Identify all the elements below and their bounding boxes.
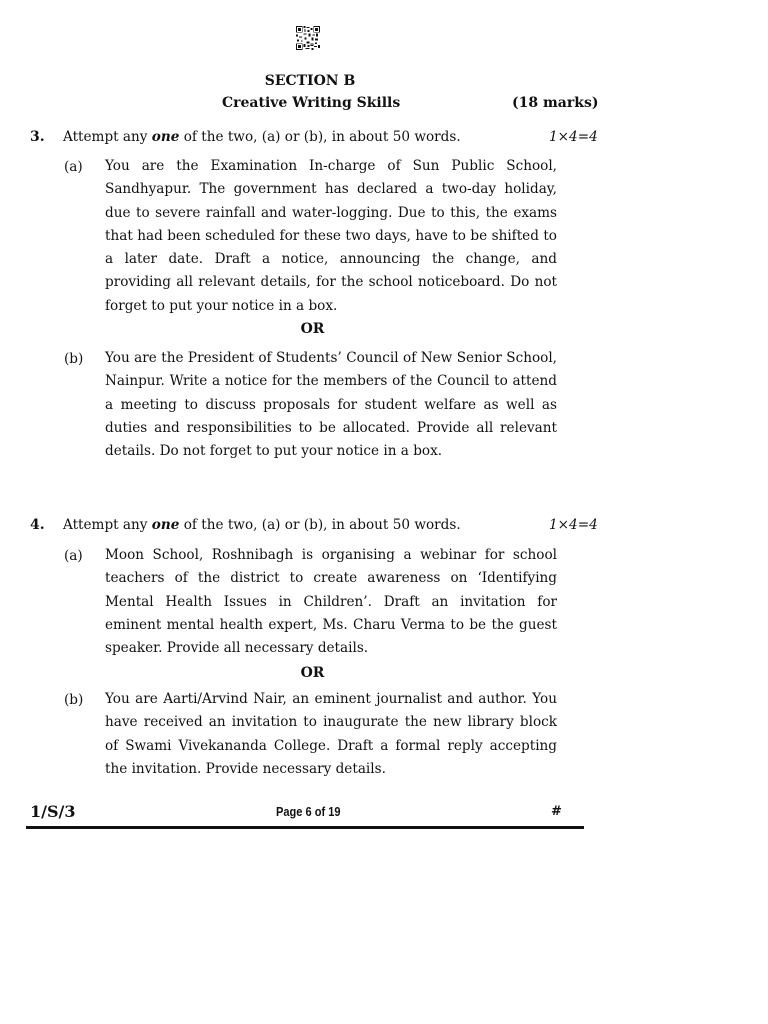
footer-hash: # — [551, 804, 562, 819]
section-marks: (18 marks) — [512, 95, 599, 111]
instruction-prefix: Attempt any — [63, 517, 152, 533]
or-separator: OR — [300, 321, 325, 337]
instruction-emphasis: one — [151, 129, 180, 145]
option-label: (b) — [64, 351, 84, 367]
question-marks: 1×4=4 — [549, 129, 598, 145]
option-label: (a) — [64, 159, 83, 175]
question-instruction — [63, 517, 461, 533]
question-number: 4. — [30, 517, 45, 533]
option-text: You are the Examination In-charge of Sun Public School, Sandhyapur. The government has declared a two-day holiday, due to severe rainfall and water-logging. Due to this, the exams that had been scheduled for these two days, have to be shifted to a later date. Draft a notice, announcing the change, and providing all relevant details, for the school noticeboard. Do not forget to put your notice in a box. — [105, 158, 557, 314]
question-marks: 1×4=4 — [549, 517, 598, 533]
qr-code-icon — [296, 26, 320, 50]
option-text: Moon School, Roshnibagh is organising a webinar for school teachers of the district to create awareness on ‘Identifying Mental Health Issues in Children’. Draft an invitation for eminent mental health expert, Ms. Charu Verma to be the guest speaker. Provide all necessary details. — [105, 547, 557, 657]
page-number: Page 6 of 19 — [276, 804, 341, 819]
paper-code: 1/S/3 — [30, 802, 76, 821]
option-text: You are the President of Students’ Council of New Senior School, Nainpur. Write a notice for the members of the Council to attend a meeting to discuss proposals for student welfare as well as duties and responsibilities to be allocated. Provide all relevant details. Do not forget to put your notice in a box. — [105, 350, 557, 460]
question-number: 3. — [30, 129, 45, 145]
instruction-prefix: Attempt any — [63, 129, 152, 145]
question-instruction — [63, 129, 461, 145]
or-separator: OR — [300, 665, 325, 681]
option-text: You are Aarti/Arvind Nair, an eminent journalist and author. You have received an invitation to inaugurate the new library block of Swami Vivekananda College. Draft a formal reply accepting the invitation. Provide necessary details. — [105, 691, 557, 777]
option-label: (b) — [64, 692, 84, 708]
option-label: (a) — [64, 548, 83, 564]
section-title: SECTION B — [264, 73, 356, 89]
instruction-suffix: of the two, (a) or (b), in about 50 words. — [179, 517, 461, 533]
section-subtitle: Creative Writing Skills — [222, 95, 401, 111]
instruction-emphasis: one — [151, 517, 180, 533]
instruction-suffix: of the two, (a) or (b), in about 50 words. — [179, 129, 461, 145]
footer-rule — [26, 826, 584, 829]
